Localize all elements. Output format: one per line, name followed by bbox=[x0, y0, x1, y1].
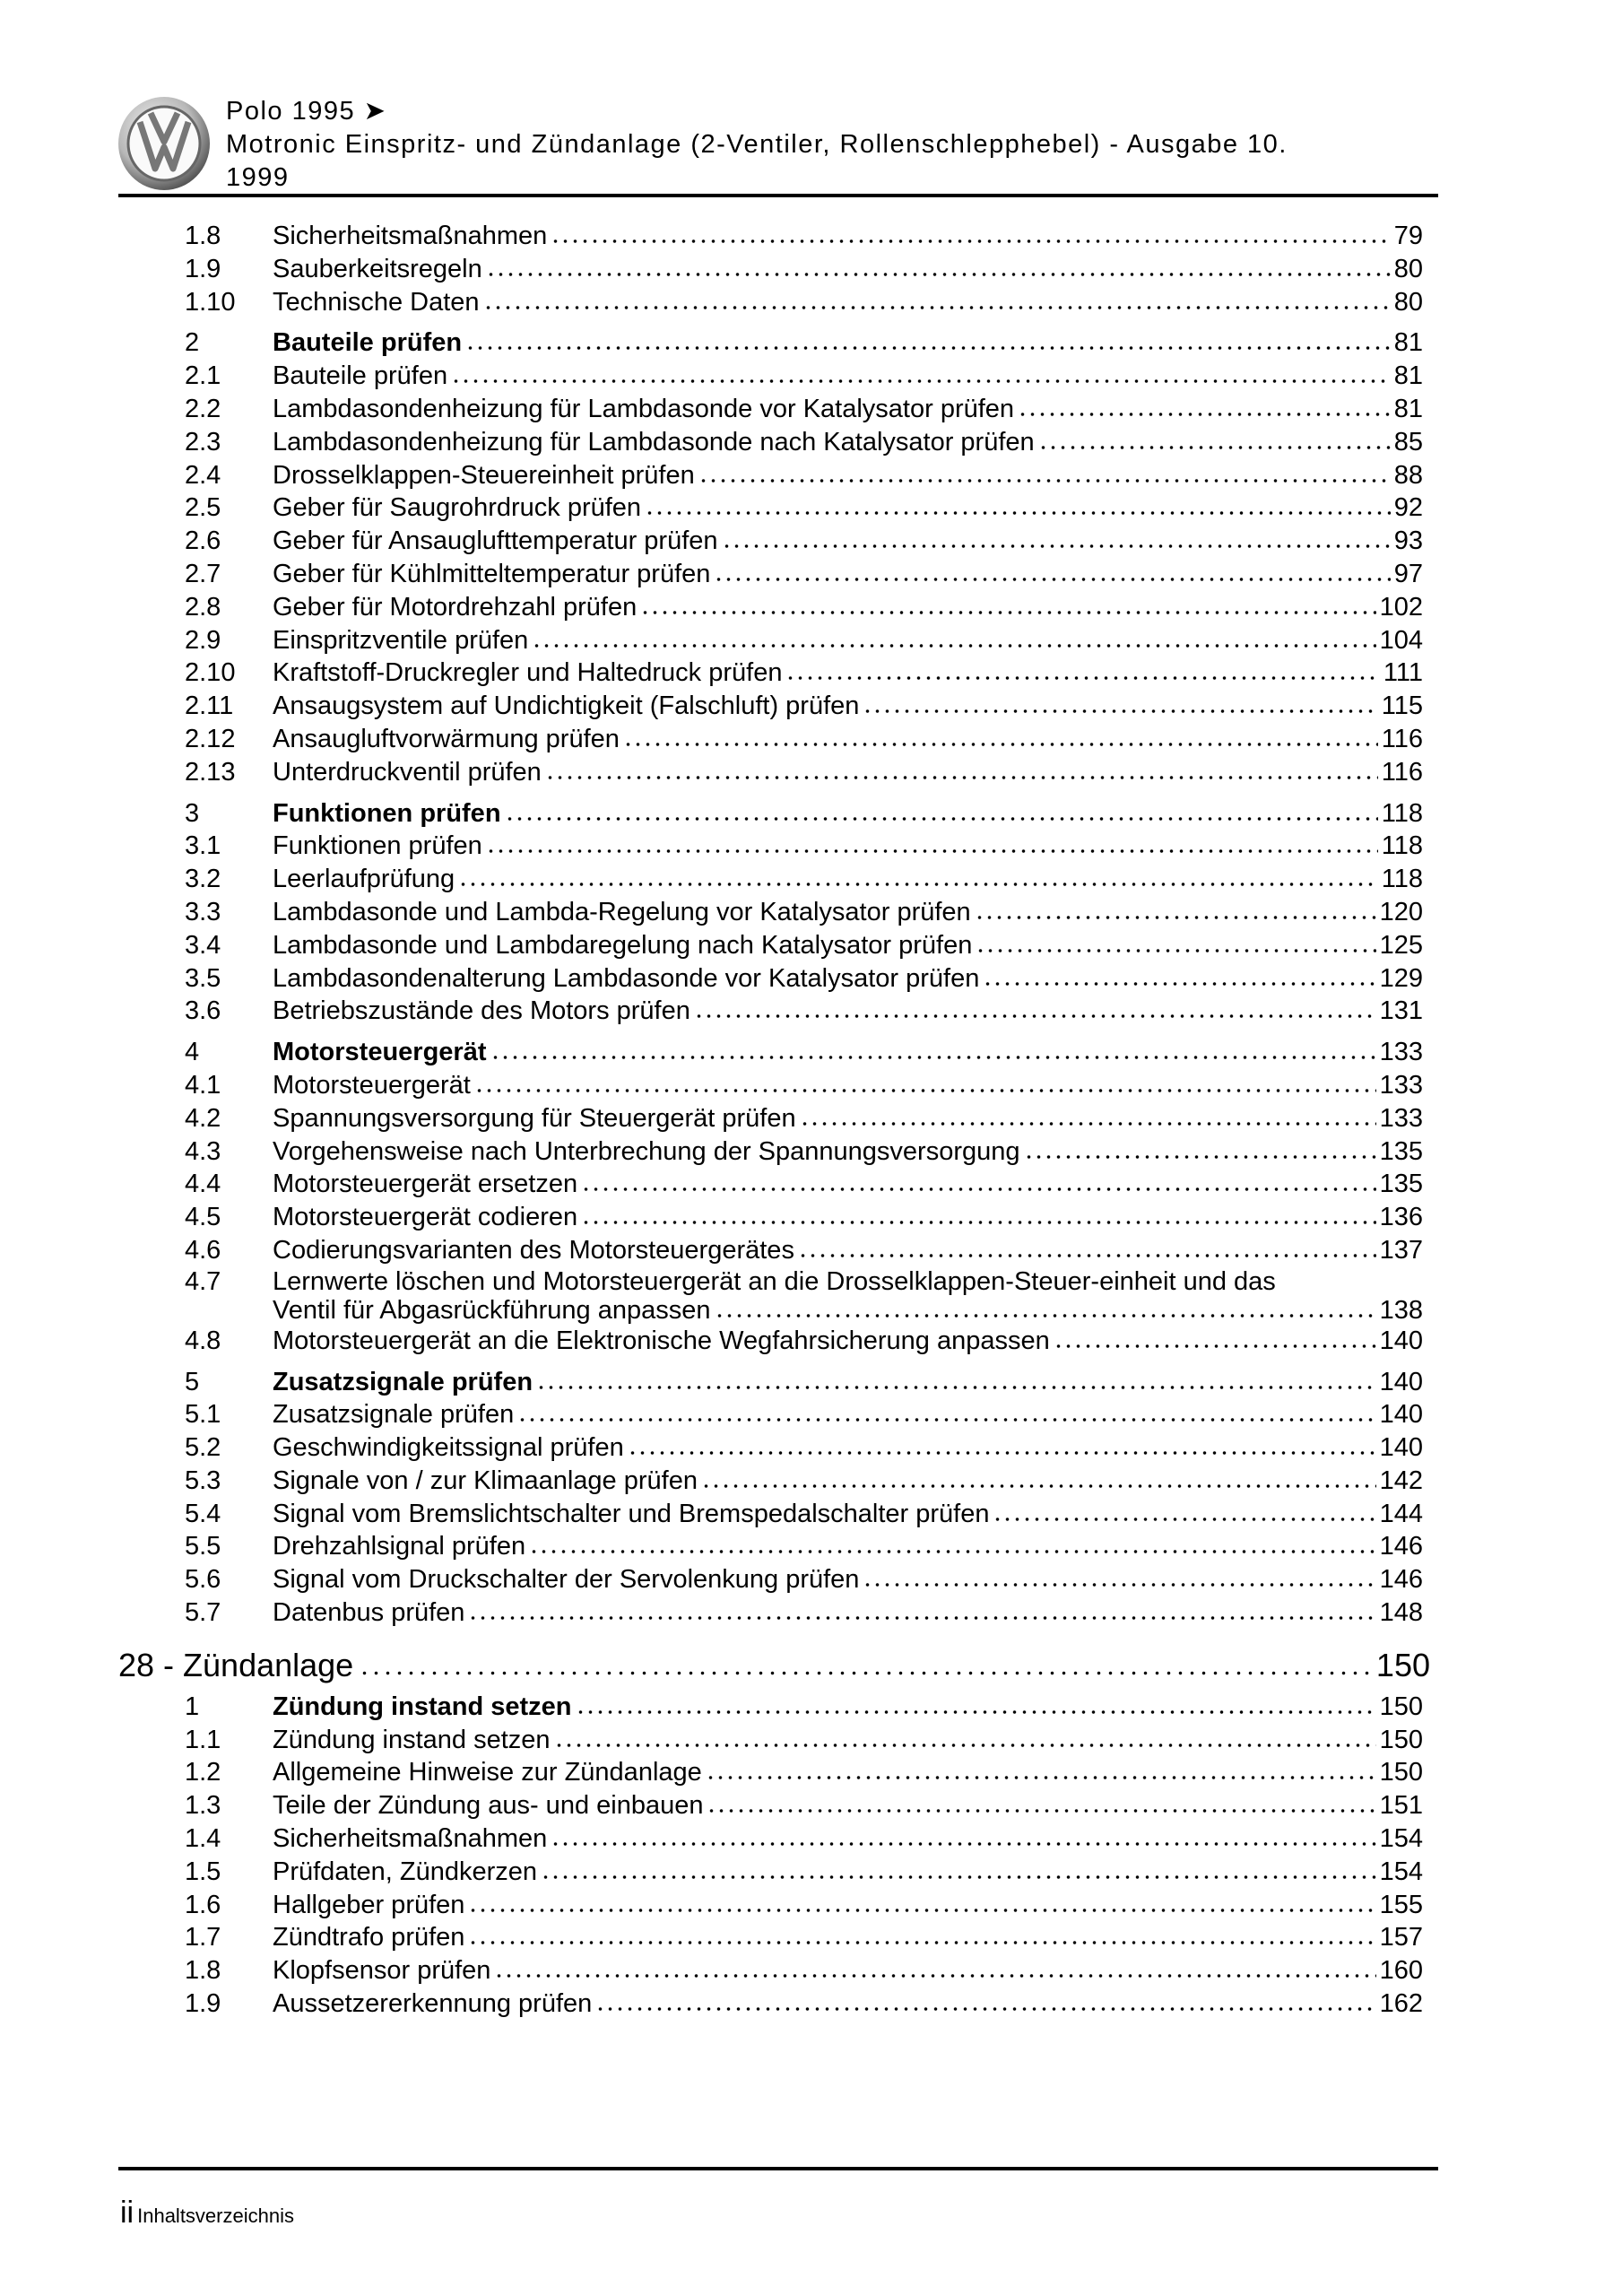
dot-leader bbox=[714, 573, 1390, 582]
header-title: Motronic Einspritz- und Zündanlage (2-Ventiler, Rollenschlepphebel) - Ausgabe 10. bbox=[226, 130, 1288, 159]
entry-number: 4.5 bbox=[185, 1203, 221, 1232]
entry-title: Prüfdaten, Zündkerzen bbox=[273, 1857, 538, 1886]
dot-leader bbox=[785, 672, 1379, 681]
entry-title: Lernwerte löschen und Motorsteuergerät an die Drosselklappen-Steuer-einheit und das bbox=[273, 1266, 1276, 1296]
entry-number: 1.8 bbox=[185, 222, 221, 250]
entry-title: Signal vom Bremslichtschalter und Bremspedalschalter prüfen bbox=[273, 1499, 990, 1528]
entry-number: 1.5 bbox=[185, 1857, 221, 1886]
entry-number: 2.1 bbox=[185, 361, 221, 391]
footer-rule bbox=[118, 2167, 1438, 2170]
entry-page: 129 bbox=[1379, 963, 1423, 993]
toc-entry[interactable] bbox=[185, 1954, 1423, 1987]
toc-entry[interactable] bbox=[185, 756, 1423, 789]
toc-entry[interactable] bbox=[185, 1889, 1423, 1922]
toc-entry[interactable] bbox=[185, 723, 1423, 756]
entry-page: 81 bbox=[1393, 328, 1423, 358]
dot-leader bbox=[863, 705, 1377, 714]
entry-page: 79 bbox=[1393, 222, 1423, 250]
dot-leader bbox=[486, 845, 1378, 854]
entry-title-continued: Ventil für Abgasrückführung anpassen bbox=[273, 1295, 711, 1325]
entry-title: Geber für Kühlmitteltemperatur prüfen bbox=[273, 559, 711, 588]
entry-title: Klopfsensor prüfen bbox=[273, 1956, 491, 1986]
entry-page: 162 bbox=[1379, 1989, 1423, 2019]
dot-leader bbox=[532, 639, 1375, 648]
entry-number: 2.6 bbox=[185, 526, 221, 556]
entry-number: 3.3 bbox=[185, 897, 221, 926]
toc-section-entry[interactable] bbox=[185, 326, 1423, 360]
dot-leader bbox=[1038, 441, 1391, 450]
entry-page: 92 bbox=[1393, 493, 1423, 523]
toc-entry[interactable] bbox=[185, 1069, 1423, 1102]
entry-title: Codierungsvarianten des Motorsteuergerätes bbox=[273, 1235, 794, 1265]
toc-entry[interactable] bbox=[185, 591, 1423, 624]
entry-title: Geschwindigkeitssignal prüfen bbox=[273, 1433, 624, 1463]
entry-title: Geber für Motordrehzahl prüfen bbox=[273, 592, 638, 622]
entry-page: 140 bbox=[1379, 1326, 1423, 1355]
dot-leader bbox=[1024, 1151, 1376, 1160]
entry-number: 1.4 bbox=[185, 1824, 221, 1854]
entry-page: 140 bbox=[1379, 1433, 1423, 1463]
entry-title: Ansaugsystem auf Undichtigkeit (Falschluft) prüfen bbox=[273, 691, 860, 721]
entry-title: Zündung instand setzen bbox=[273, 1725, 551, 1754]
toc-entry[interactable] bbox=[185, 286, 1423, 319]
dot-leader bbox=[645, 507, 1391, 516]
entry-title: Zündung instand setzen bbox=[273, 1692, 572, 1721]
toc-entry[interactable] bbox=[185, 962, 1423, 996]
entry-title: Lambdasonde und Lambda-Regelung vor Katalysator prüfen bbox=[273, 897, 971, 926]
entry-page: 118 bbox=[1381, 798, 1423, 828]
entry-page: 116 bbox=[1381, 757, 1423, 787]
entry-title: Lambdasonde und Lambdaregelung nach Katalysator prüfen bbox=[273, 930, 973, 960]
entry-title: Geber für Ansauglufttemperatur prüfen bbox=[273, 526, 718, 556]
dot-leader bbox=[975, 911, 1376, 920]
entry-page: 85 bbox=[1393, 427, 1423, 457]
toc-section-entry[interactable] bbox=[185, 797, 1423, 831]
header-edition: 1999 bbox=[226, 163, 290, 192]
entry-page: 140 bbox=[1379, 1400, 1423, 1430]
entry-title: Hallgeber prüfen bbox=[273, 1890, 465, 1919]
toc-entry[interactable] bbox=[185, 995, 1423, 1028]
entry-page: 146 bbox=[1379, 1565, 1423, 1595]
entry-number: 2.5 bbox=[185, 493, 221, 523]
entry-title: Lambdasondenheizung für Lambdasonde vor Katalysator prüfen bbox=[273, 394, 1015, 423]
dot-leader bbox=[468, 1936, 1375, 1945]
toc-entry[interactable] bbox=[185, 929, 1423, 962]
dot-leader bbox=[451, 375, 1391, 384]
entry-title: Zusatzsignale prüfen bbox=[273, 1400, 515, 1430]
entry-page: 142 bbox=[1379, 1465, 1423, 1495]
entry-page: 140 bbox=[1379, 1367, 1423, 1396]
entry-title: Zusatzsignale prüfen bbox=[273, 1367, 533, 1396]
dot-leader bbox=[993, 1513, 1375, 1522]
entry-number: 1.9 bbox=[185, 1989, 221, 2019]
dot-leader bbox=[545, 771, 1378, 780]
entry-page: 137 bbox=[1379, 1235, 1423, 1265]
entry-number: 5.5 bbox=[185, 1532, 221, 1561]
dot-leader bbox=[529, 1545, 1375, 1554]
entry-title: Leerlaufprüfung bbox=[273, 865, 455, 894]
entry-page: 93 bbox=[1393, 526, 1423, 556]
entry-number: 2.12 bbox=[185, 724, 236, 753]
entry-number: 3.6 bbox=[185, 996, 221, 1026]
entry-page: 115 bbox=[1381, 691, 1423, 721]
chapter-title: 28 - Zündanlage bbox=[118, 1646, 354, 1683]
entry-number: 4.8 bbox=[185, 1326, 221, 1355]
entry-page: 88 bbox=[1393, 460, 1423, 490]
entry-page: 81 bbox=[1393, 361, 1423, 391]
entry-title: Drehzahlsignal prüfen bbox=[273, 1532, 526, 1561]
entry-number: 2.7 bbox=[185, 559, 221, 588]
entry-title: Aussetzererkennung prüfen bbox=[273, 1989, 593, 2019]
dot-leader bbox=[554, 1739, 1376, 1748]
entry-title: Unterdruckventil prüfen bbox=[273, 757, 542, 787]
toc-entry[interactable] bbox=[185, 360, 1423, 393]
entry-title: Sicherheitsmaßnahmen bbox=[273, 222, 548, 250]
dot-leader bbox=[490, 1051, 1376, 1060]
entry-number: 4.6 bbox=[185, 1235, 221, 1265]
entry-page: 155 bbox=[1379, 1890, 1423, 1919]
entry-title: Drosselklappen-Steuereinheit prüfen bbox=[273, 460, 695, 490]
toc-entry[interactable] bbox=[185, 220, 1423, 253]
dot-leader bbox=[468, 1904, 1375, 1913]
dot-leader bbox=[722, 540, 1391, 549]
footer-label: Inhaltsverzeichnis bbox=[137, 2205, 294, 2227]
entry-title: Kraftstoff-Druckregler und Haltedruck prüfen bbox=[273, 658, 783, 688]
entry-page: 111 bbox=[1383, 658, 1423, 688]
entry-page: 146 bbox=[1379, 1532, 1423, 1561]
toc-entry[interactable] bbox=[185, 1921, 1423, 1954]
entry-number: 3.4 bbox=[185, 930, 221, 960]
entry-number: 5.4 bbox=[185, 1499, 221, 1528]
vw-logo bbox=[117, 95, 212, 192]
dot-leader bbox=[701, 1480, 1376, 1489]
toc-entry[interactable] bbox=[185, 1498, 1423, 1531]
entry-page: 81 bbox=[1393, 394, 1423, 423]
dot-leader bbox=[576, 1706, 1376, 1715]
entry-title: Motorsteuergerät bbox=[273, 1070, 471, 1100]
toc-entry[interactable] bbox=[185, 1398, 1423, 1431]
dot-leader bbox=[595, 2003, 1375, 2012]
entry-page: 148 bbox=[1379, 1598, 1423, 1628]
dot-leader bbox=[541, 1871, 1376, 1880]
entry-number: 4.7 bbox=[185, 1266, 221, 1296]
entry-title: Einspritzventile prüfen bbox=[273, 625, 529, 655]
entry-number: 5 bbox=[185, 1367, 200, 1396]
toc-section-entry[interactable] bbox=[185, 1036, 1423, 1069]
toc-entry[interactable] bbox=[185, 830, 1423, 863]
toc-entry[interactable] bbox=[185, 525, 1423, 558]
entry-page: 118 bbox=[1381, 865, 1423, 894]
dot-leader bbox=[465, 342, 1391, 351]
entry-title: Lambdasondenheizung für Lambdasonde nach Katalysator prüfen bbox=[273, 427, 1035, 457]
entry-number: 1.6 bbox=[185, 1890, 221, 1919]
entry-number: 4.1 bbox=[185, 1070, 221, 1100]
entry-page: 116 bbox=[1381, 724, 1423, 753]
entry-number: 1.2 bbox=[185, 1758, 221, 1787]
toc-entry[interactable] bbox=[185, 863, 1423, 896]
entry-title: Datenbus prüfen bbox=[273, 1598, 465, 1628]
entry-page: 97 bbox=[1393, 559, 1423, 588]
entry-title: Funktionen prüfen bbox=[273, 798, 501, 828]
entry-number: 1.7 bbox=[185, 1923, 221, 1952]
dot-leader bbox=[581, 1216, 1375, 1225]
toc-entry[interactable] bbox=[185, 459, 1423, 492]
dot-leader bbox=[494, 1970, 1375, 1979]
dot-leader bbox=[983, 978, 1375, 987]
entry-title: Allgemeine Hinweise zur Zündanlage bbox=[273, 1758, 702, 1787]
entry-number: 1 bbox=[185, 1692, 200, 1721]
toc-entry[interactable] bbox=[185, 657, 1423, 690]
dot-leader bbox=[536, 1381, 1376, 1390]
entry-number: 5.7 bbox=[185, 1598, 221, 1628]
toc-entry[interactable] bbox=[185, 393, 1423, 426]
entry-number: 4.4 bbox=[185, 1170, 221, 1199]
entry-number: 3.1 bbox=[185, 831, 221, 861]
entry-page: 138 bbox=[1379, 1295, 1423, 1325]
dot-leader bbox=[800, 1118, 1376, 1126]
dot-leader bbox=[623, 738, 1378, 747]
toc-entry[interactable] bbox=[185, 1987, 1423, 2021]
entry-page: 144 bbox=[1379, 1499, 1423, 1528]
entry-page: 102 bbox=[1379, 592, 1423, 622]
entry-number: 2.8 bbox=[185, 592, 221, 622]
table-of-contents bbox=[0, 220, 1435, 2021]
dot-leader bbox=[458, 878, 1378, 887]
entry-page: 154 bbox=[1379, 1824, 1423, 1854]
dot-leader bbox=[474, 1084, 1376, 1093]
entry-number: 5.2 bbox=[185, 1433, 221, 1463]
dot-leader bbox=[706, 1771, 1376, 1780]
chapter-page: 150 bbox=[1375, 1646, 1430, 1683]
toc-entry[interactable] bbox=[185, 1563, 1423, 1596]
toc-entry[interactable] bbox=[185, 1530, 1423, 1563]
header-rule bbox=[118, 194, 1438, 197]
entry-page: 150 bbox=[1379, 1758, 1423, 1787]
toc-entry[interactable] bbox=[185, 253, 1423, 286]
entry-title: Geber für Saugrohrdruck prüfen bbox=[273, 493, 642, 523]
entry-page: 131 bbox=[1379, 996, 1423, 1026]
dot-leader bbox=[694, 1010, 1376, 1019]
entry-title: Motorsteuergerät bbox=[273, 1038, 487, 1067]
dot-leader bbox=[486, 268, 1391, 277]
entry-title: Betriebszustände des Motors prüfen bbox=[273, 996, 690, 1026]
entry-page: 150 bbox=[1379, 1725, 1423, 1754]
dot-leader bbox=[505, 813, 1378, 822]
entry-page: 154 bbox=[1379, 1857, 1423, 1886]
entry-title: Motorsteuergerät an die Elektronische Wegfahrsicherung anpassen bbox=[273, 1326, 1050, 1355]
toc-entry[interactable] bbox=[185, 1465, 1423, 1498]
dot-leader bbox=[517, 1413, 1375, 1422]
dot-leader bbox=[581, 1183, 1375, 1192]
dot-leader bbox=[698, 474, 1391, 483]
toc-entry[interactable] bbox=[185, 1102, 1423, 1135]
entry-number: 5.6 bbox=[185, 1565, 221, 1595]
dot-leader bbox=[483, 301, 1391, 310]
dot-leader bbox=[468, 1612, 1375, 1621]
toc-entry[interactable] bbox=[185, 426, 1423, 459]
entry-title: Bauteile prüfen bbox=[273, 328, 463, 358]
entry-title: Bauteile prüfen bbox=[273, 361, 448, 391]
entry-title: Technische Daten bbox=[273, 287, 480, 317]
entry-page: 125 bbox=[1379, 930, 1423, 960]
document-header bbox=[226, 95, 1427, 195]
toc-entry[interactable] bbox=[185, 690, 1423, 723]
entry-number: 2.9 bbox=[185, 625, 221, 655]
toc-entry[interactable] bbox=[185, 1168, 1423, 1201]
entry-number: 4 bbox=[185, 1038, 200, 1067]
entry-page: 136 bbox=[1379, 1203, 1423, 1232]
toc-entry[interactable] bbox=[185, 1856, 1423, 1889]
entry-number: 1.9 bbox=[185, 254, 221, 283]
dot-leader bbox=[798, 1249, 1376, 1258]
dot-leader bbox=[551, 235, 1390, 244]
entry-number: 2.4 bbox=[185, 460, 221, 490]
entry-page: 118 bbox=[1381, 831, 1423, 861]
entry-title: Zündtrafo prüfen bbox=[273, 1923, 465, 1952]
entry-number: 1.10 bbox=[185, 287, 236, 317]
entry-number: 3.5 bbox=[185, 963, 221, 993]
entry-number: 2 bbox=[185, 328, 200, 358]
toc-entry[interactable] bbox=[185, 1267, 1423, 1325]
entry-page: 120 bbox=[1379, 897, 1423, 926]
entry-page: 150 bbox=[1379, 1692, 1423, 1721]
entry-page: 157 bbox=[1379, 1923, 1423, 1952]
toc-entry[interactable] bbox=[185, 1325, 1423, 1358]
entry-number: 2.10 bbox=[185, 658, 236, 688]
entry-number: 4.2 bbox=[185, 1103, 221, 1133]
chapter-heading[interactable] bbox=[118, 1644, 1430, 1687]
entry-page: 133 bbox=[1379, 1070, 1423, 1100]
entry-page: 135 bbox=[1379, 1170, 1423, 1199]
entry-page: 104 bbox=[1379, 625, 1423, 655]
dot-leader bbox=[863, 1578, 1375, 1587]
toc-entry[interactable] bbox=[185, 1596, 1423, 1630]
entry-title: Motorsteuergerät codieren bbox=[273, 1203, 578, 1232]
entry-title: Funktionen prüfen bbox=[273, 831, 482, 861]
entry-number: 1.3 bbox=[185, 1791, 221, 1821]
dot-leader bbox=[640, 606, 1375, 615]
footer-page-number: ii bbox=[120, 2196, 134, 2230]
entry-number: 2.13 bbox=[185, 757, 236, 787]
dot-leader bbox=[715, 1309, 1376, 1318]
toc-entry[interactable] bbox=[185, 1135, 1423, 1169]
entry-page: 80 bbox=[1393, 287, 1423, 317]
entry-number: 2.3 bbox=[185, 427, 221, 457]
dot-leader bbox=[628, 1447, 1376, 1456]
entry-title: Vorgehensweise nach Unterbrechung der Spannungsversorgung bbox=[273, 1136, 1020, 1166]
toc-section-entry[interactable] bbox=[185, 1691, 1423, 1724]
entry-page: 151 bbox=[1379, 1791, 1423, 1821]
entry-number: 5.3 bbox=[185, 1465, 221, 1495]
entry-title: Motorsteuergerät ersetzen bbox=[273, 1170, 578, 1199]
entry-title: Ansaugluftvorwärmung prüfen bbox=[273, 724, 620, 753]
header-model: Polo 1995 ➤ bbox=[226, 97, 387, 126]
entry-title: Signale von / zur Klimaanlage prüfen bbox=[273, 1465, 698, 1495]
toc-entry[interactable] bbox=[185, 558, 1423, 591]
toc-entry[interactable] bbox=[185, 1724, 1423, 1757]
toc-entry[interactable] bbox=[185, 896, 1423, 929]
entry-page: 80 bbox=[1393, 254, 1423, 283]
entry-number: 2.11 bbox=[185, 691, 234, 721]
page-footer bbox=[120, 2196, 294, 2231]
entry-page: 133 bbox=[1379, 1103, 1423, 1133]
entry-title: Sauberkeitsregeln bbox=[273, 254, 482, 283]
entry-title: Spannungsversorgung für Steuergerät prüfen bbox=[273, 1103, 796, 1133]
dot-leader bbox=[707, 1805, 1375, 1813]
entry-number: 3.2 bbox=[185, 865, 221, 894]
entry-number: 1.1 bbox=[185, 1725, 221, 1754]
toc-entry[interactable] bbox=[185, 1789, 1423, 1822]
toc-entry[interactable] bbox=[185, 1756, 1423, 1789]
dot-leader bbox=[359, 1667, 1371, 1676]
dot-leader bbox=[551, 1838, 1375, 1847]
toc-entry[interactable] bbox=[185, 491, 1423, 525]
entry-page: 135 bbox=[1379, 1136, 1423, 1166]
toc-entry[interactable] bbox=[185, 1822, 1423, 1856]
entry-number: 3 bbox=[185, 798, 200, 828]
entry-title: Lambdasondenalterung Lambdasonde vor Katalysator prüfen bbox=[273, 963, 980, 993]
toc-section-entry[interactable] bbox=[185, 1366, 1423, 1399]
entry-number: 5.1 bbox=[185, 1400, 221, 1430]
entry-number: 4.3 bbox=[185, 1136, 221, 1166]
entry-page: 133 bbox=[1379, 1038, 1423, 1067]
toc-entry[interactable] bbox=[185, 1201, 1423, 1234]
toc-entry[interactable] bbox=[185, 624, 1423, 657]
entry-title: Sicherheitsmaßnahmen bbox=[273, 1824, 548, 1854]
entry-number: 1.8 bbox=[185, 1956, 221, 1986]
entry-number: 2.2 bbox=[185, 394, 221, 423]
dot-leader bbox=[1018, 408, 1391, 417]
toc-entry[interactable] bbox=[185, 1234, 1423, 1267]
entry-title: Signal vom Druckschalter der Servolenkung prüfen bbox=[273, 1565, 860, 1595]
entry-title: Teile der Zündung aus- und einbauen bbox=[273, 1791, 704, 1821]
dot-leader bbox=[976, 944, 1375, 953]
toc-entry[interactable] bbox=[185, 1431, 1423, 1465]
entry-page: 160 bbox=[1379, 1956, 1423, 1986]
dot-leader bbox=[1054, 1340, 1376, 1349]
